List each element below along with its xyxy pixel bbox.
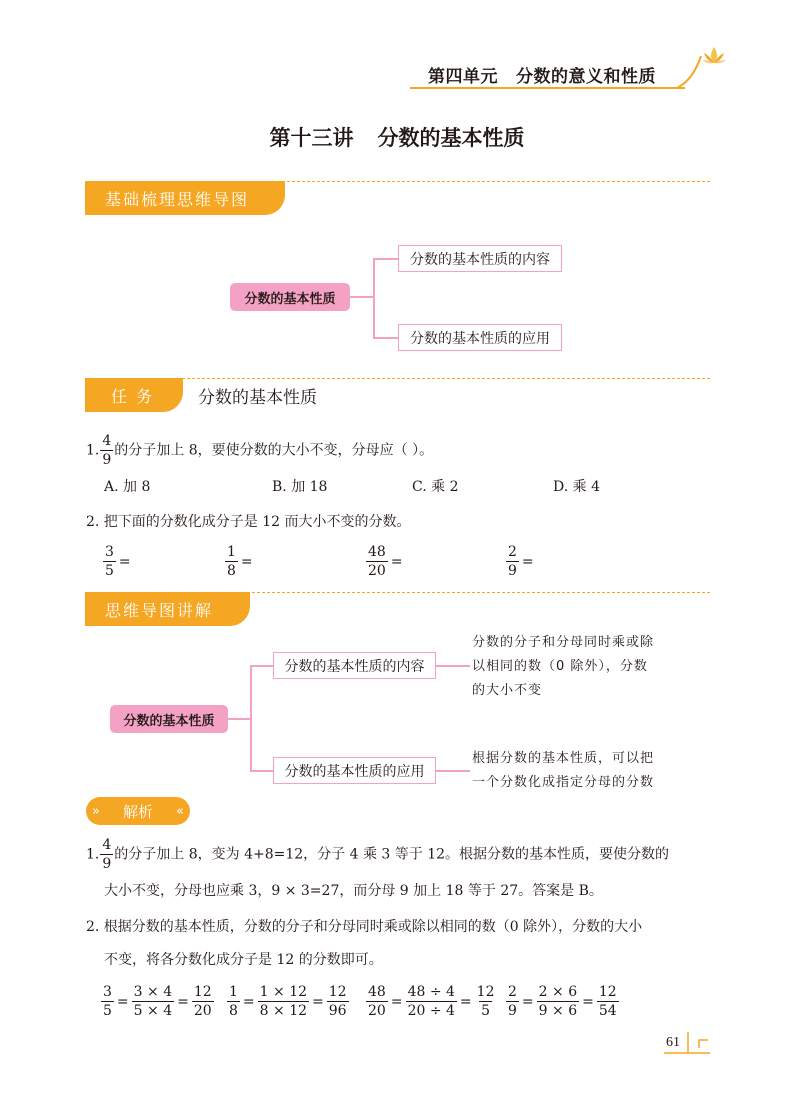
unit-header [428,62,656,87]
mindmap2-branch-content-label: 分数的基本性质的内容 [284,658,425,675]
answer-2-equation: $\frac{48}{20}$ = $\frac{48 \div 4}{20 \div 4}$ = $\frac{12}{5}$ [368,984,495,1019]
answer-2-equation: $\frac{2}{9}$ = $\frac{2 \times 6}{9 \times 6}$ = $\frac{12}{54}$ [508,984,617,1019]
double-chevron-right-icon: » [92,803,100,819]
lotus-icon [700,45,728,65]
double-chevron-left-icon: « [176,803,184,819]
page-number: 61 [666,1035,680,1050]
mindmap2-connector [250,770,273,772]
question-1 [86,434,433,467]
option-c: C. 乘 2 [412,479,459,495]
section1-tab-label: 基础梳理思维导图 [105,189,250,209]
task-tab [85,378,183,412]
mindmap2-connector [250,665,273,667]
mindmap1-branch-content-label: 分数的基本性质的内容 [410,251,550,268]
mindmap1-branch-application-label: 分数的基本性质的应用 [410,330,550,347]
analysis-label: 解析 [122,802,153,821]
question-2: 2. 把下面的分数化成分子是 12 而大小不变的分数。 [86,514,411,530]
unit-title: 分数的意义和性质 [516,67,656,87]
mindmap2-root [110,705,228,733]
lecture-topic: 分数的基本性质 [377,126,525,150]
answer-1-line-1: 1. $\frac{4}{9}$ 的分子加上 8，变为 4+8=12，分子 4 乘 3 等于 12。根据分数的基本性质，要使分数的 [86,837,670,872]
answer-1-line-2: 大小不变，分母也应乘 3，9 × 3=27，而分母 9 加上 18 等于 27。答案是 B。 [104,883,603,899]
task-title: 分数的基本性质 [198,388,317,408]
mindmap1-branch-content [398,245,562,272]
option-d: D. 乘 4 [553,479,600,495]
mindmap2-connector [250,665,252,771]
lecture-title [0,122,794,152]
question-2-fraction: $\frac{48}{20}$ = [368,544,403,579]
answer-2-line-2: 不变，将各分数化成分子是 12 的分数即可。 [104,952,383,968]
mindmap1-branch-application [398,324,562,351]
question-2-fraction: $\frac{3}{5}$ = [105,544,131,579]
mindmap2-branch-application [273,757,436,784]
answer-2-equation: $\frac{1}{8}$ = $\frac{1 \times 12}{8 \times 12}$ = $\frac{12}{96}$ [229,984,347,1019]
unit-label: 第四单元 [428,67,498,87]
question-2-fraction: $\frac{2}{9}$ = [508,544,534,579]
mindmap2-branch-application-label: 分数的基本性质的应用 [284,763,425,780]
answer-1-fraction: $\frac{4}{9}$ [102,837,112,872]
mindmap1-connector [373,258,375,338]
mindmap1-root [230,283,350,311]
question-1-fraction: $\frac{4}{9}$ [102,433,112,468]
mindmap1-connector [373,258,398,260]
option-b: B. 加 18 [272,479,328,495]
analysis-badge [86,797,190,825]
mindmap1-connector [373,337,398,339]
question-1-number: 1. [86,442,100,459]
mindmap2-explain-application: 根据分数的基本性质，可以把 一个分数化成指定分母的分数 [472,751,655,790]
mindmap2-connector [228,718,251,720]
page-corner-icon [662,1030,712,1056]
mindmap2-branch-content [273,652,436,679]
answer-2-equation: $\frac{3}{5}$ = $\frac{3 \times 4}{5 \times 4}$ = $\frac{12}{20}$ [103,984,212,1019]
lecture-number: 第十三讲 [269,126,354,150]
mindmap1-root-label: 分数的基本性质 [244,291,336,307]
answer-2-line-1: 2. 根据分数的基本性质，分数的分子和分母同时乘或除以相同的数（0 除外），分数的大小 [86,919,643,935]
question-2-fraction: $\frac{1}{8}$ = [227,544,253,579]
mindmap2-connector [435,770,470,772]
section2-tab [85,592,250,626]
header-underline [410,87,685,89]
mindmap2-explain-content: 分数的分子和分母同时乘或除 以相同的数（0 除外），分数 的大小不变 [472,635,655,698]
mindmap2-root-label: 分数的基本性质 [123,713,215,729]
section2-tab-label: 思维导图讲解 [105,600,214,620]
question-1-text: 的分子加上 8，要使分数的大小不变，分母应（ ）。 [114,442,434,459]
mindmap1-connector [350,296,374,298]
section1-tab [85,181,285,215]
mindmap2-connector [435,665,470,667]
option-a: A. 加 8 [104,479,151,495]
task-tab-label: 任 务 [111,386,155,406]
task-divider [92,378,710,379]
